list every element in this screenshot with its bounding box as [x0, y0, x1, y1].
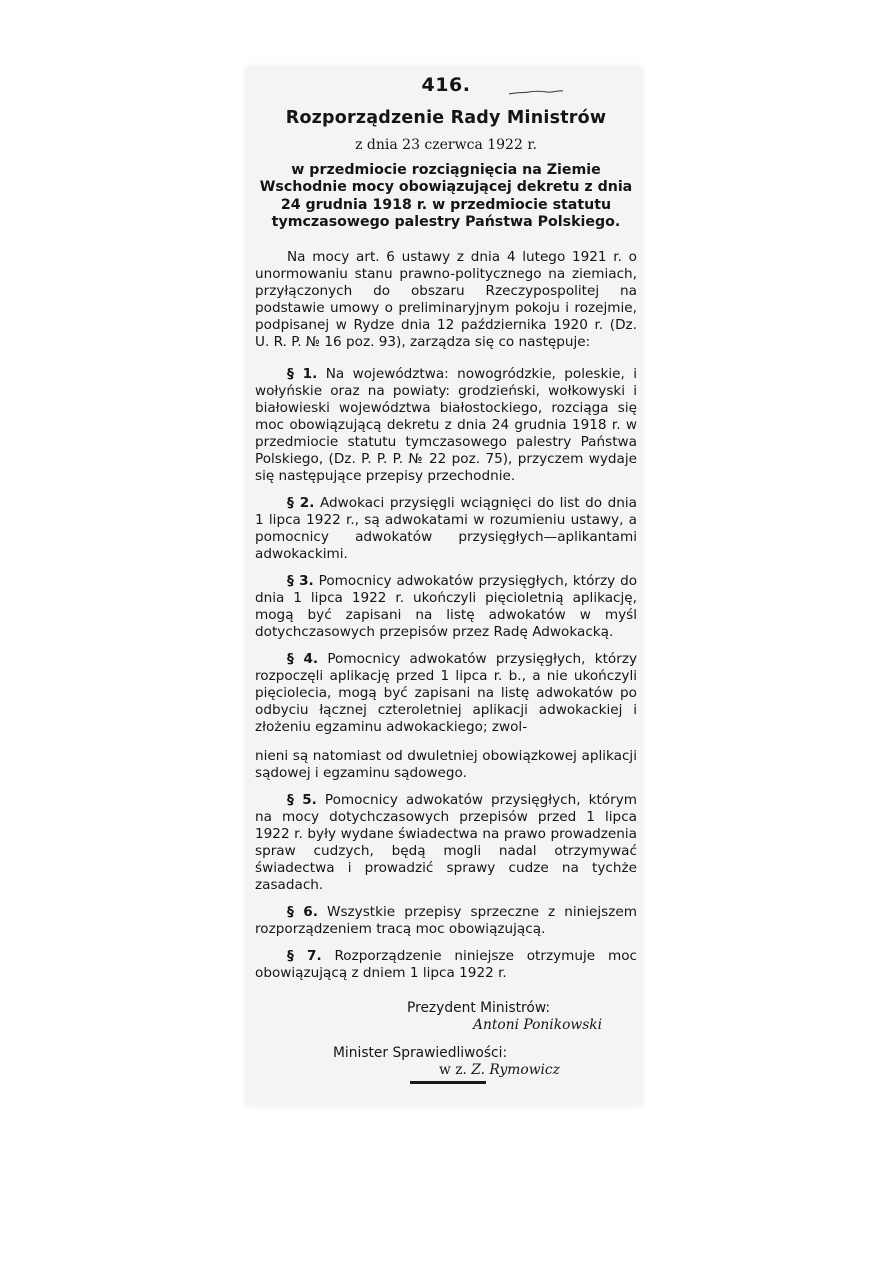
section-mark: § 4.: [287, 651, 319, 668]
justice-signature-title: Minister Sprawiedliwości:: [333, 1045, 508, 1062]
section-text: Adwokaci przysięgli wciągnięci do list do dnia 1 lipca 1922 r., są adwokatami w rozumieniu ustawy, a pomocnicy adwokatów przysięgłych—aplikantami adwokackimi.: [255, 495, 637, 563]
section-mark: § 1.: [287, 366, 318, 383]
pm-signature-name: Antoni Ponikowski: [473, 1017, 603, 1034]
section-text: Pomocnicy adwokatów przysięgłych, którzy do dnia 1 lipca 1922 r. ukończyli pięcioletnią aplikację, mogą być zapisani na listę adwokatów w myśl dotychczasowych przepisów przez Radę Adwokacką.: [255, 573, 638, 641]
section-text: nieni są natomiast od dwuletniej obowiązkowej aplikacji sądowej i egzaminu sądowego.: [255, 748, 637, 782]
justice-signature-name: Z. Rymowicz: [471, 1062, 560, 1079]
section-mark: § 5.: [287, 792, 317, 809]
section-mark: § 6.: [287, 904, 318, 921]
handwritten-mark: [507, 88, 565, 96]
section-6: [255, 904, 637, 938]
section-mark: § 2.: [287, 495, 315, 512]
justice-signature: [255, 1062, 637, 1078]
intro-paragraph: Na mocy art. 6 ustawy z dnia 4 lutego 1921 r. o unormowaniu stanu prawno-politycznego na ziemiach, przyłączonych do obszaru Rzeczypospolitej na podstawie umowy o preliminaryjnym pokoju i rozejmie, podpisanej w Rydze dnia 12 października 1920 r. (Dz. U. R. P. № 16 poz. 93), zarządza się co następuje:: [255, 249, 637, 351]
section-mark: § 3.: [287, 573, 314, 590]
document-column: [255, 72, 637, 1078]
section-text: Na województwa: nowogródzkie, poleskie, i wołyńskie oraz na powiaty: grodzieński, wołkowyski i białowieski województwa białostockiego, rozciąga się moc obowiązującą dekretu z dnia 24 grudnia 1918 r. w przedmiocie statutu tymczasowego palestry Państwa Polskiego, (Dz. P. P. P. № 22 poz. 75), przyczem wydaje się następujące przepisy przechodnie.: [255, 366, 638, 485]
justice-signature-prefix: w z.: [439, 1062, 467, 1079]
section-2: [255, 495, 637, 563]
section-1: [255, 366, 637, 485]
closing-rule: [410, 1081, 486, 1084]
section-text: Pomocnicy adwokatów przysięgłych, którym na mocy dotychczasowych przepisów przed 1 lipca 1922 r. były wydane świadectwa na prawo prowadzenia spraw cudzych, będą mogli nadal otrzymywać świadectwa i prowadzić sprawy cudze na tychże zasadach.: [255, 792, 638, 894]
section-4-continuation: [255, 748, 637, 782]
page-title: Rozporządzenie Rady Ministrów: [285, 108, 607, 128]
section-text: Rozporządzenie niniejsze otrzymuje moc obowiązującą z dniem 1 lipca 1922 r.: [255, 948, 637, 982]
document-subject: w przedmiocie rozciągnięcia na Ziemie Wschodnie mocy obowiązującej dekretu z dnia 24 grudnia 1918 r. w przedmiocie statutu tymczasowego palestry Państwa Polskiego.: [259, 162, 633, 230]
section-7: [255, 948, 637, 982]
pm-signature-title: Prezydent Ministrów:: [407, 1000, 551, 1017]
document-date: z dnia 23 czerwca 1922 r.: [355, 137, 537, 153]
page-number: 416.: [421, 74, 471, 96]
section-mark: § 7.: [287, 948, 322, 965]
section-text: Wszystkie przepisy sprzeczne z niniejszem rozporządzeniem tracą moc obowiązującą.: [255, 904, 637, 938]
section-text: Pomocnicy adwokatów przysięgłych, którzy rozpoczęli aplikację przed 1 lipca r. b., a nie ukończyli pięciolecia, mogą być zapisani na listę adwokatów po odbyciu łącznej czteroletniej aplikacji adwokackiej i złożeniu egzaminu adwokackiego; zwol-: [255, 651, 637, 736]
section-3: [255, 573, 637, 641]
section-4: [255, 651, 637, 736]
section-5: [255, 792, 637, 894]
